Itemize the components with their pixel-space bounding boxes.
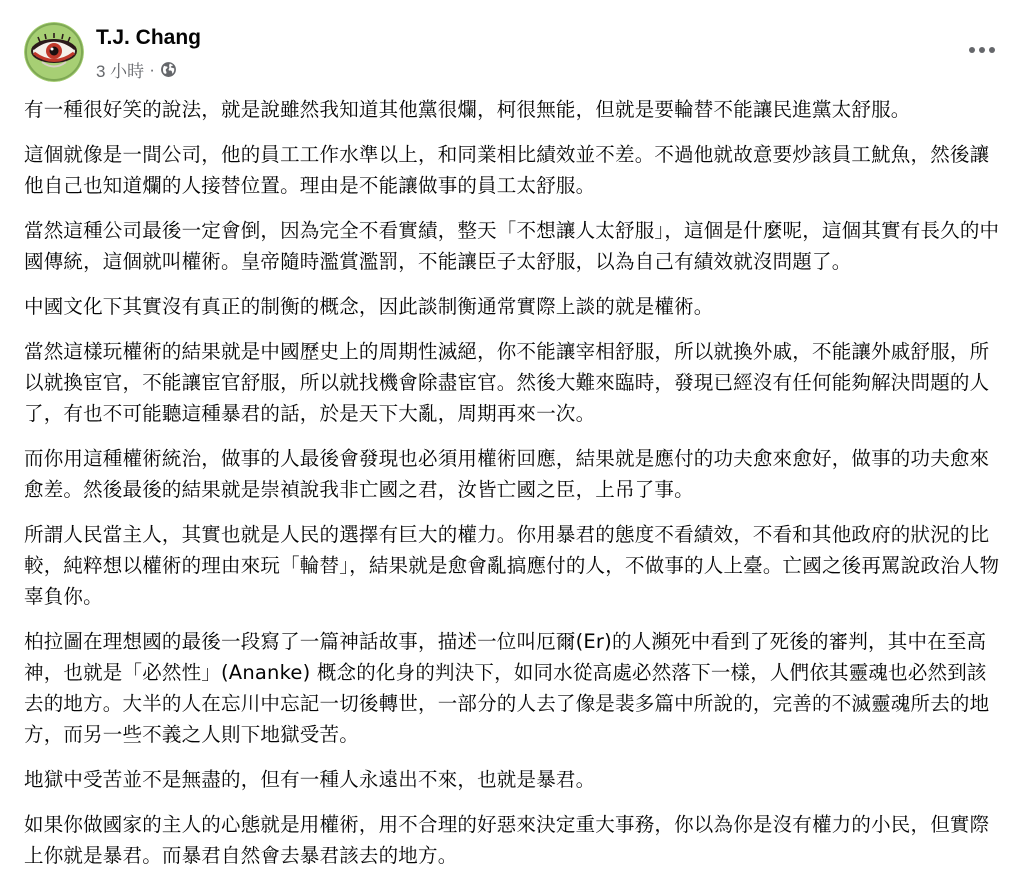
post-paragraph: 有一種很好笑的說法，就是說雖然我知道其他黨很爛，柯很無能，但就是要輪替不能讓民進黨太舒服。 — [24, 98, 911, 121]
author-name[interactable]: T.J. Chang — [96, 26, 202, 49]
post-paragraph: 當然這樣玩權術的結果就是中國歷史上的周期性滅絕，你不能讓宰相舒服，所以就換外戚，不能讓外戚舒服，所以就換宦官，不能讓宦官舒服，所以就找機會除盡宦官。然後大難來臨時，發現已經沒有任何能夠解決問題的人了，有也不可能聽這種暴君的話，於是天下大亂，周期再來一次。 — [24, 340, 990, 425]
eye-avatar-icon — [24, 22, 84, 82]
post-paragraph: 所謂人民當主人，其實也就是人民的選擇有巨大的權力。你用暴君的態度不看績效，不看和其他政府的狀況的比較，純粹想以權術的理由來玩「輪替」，結果就是愈會亂搞應付的人，不做事的人上臺。亡國之後再罵說政治人物辜負你。 — [24, 523, 1000, 608]
post-paragraph: 如果你做國家的主人的心態就是用權術，用不合理的好惡來決定重大事務，你以為你是沒有權力的小民，但實際上你就是暴君。而暴君自然會去暴君該去的地方。 — [24, 813, 990, 867]
post-body — [24, 94, 1004, 885]
post-paragraph: 柏拉圖在理想國的最後一段寫了一篇神話故事，描述一位叫厄爾(Er)的人瀕死中看到了死後的審判，其中在至高神，也就是「必然性」(Ananke) 概念的化身的判決下，如同水從高處必然落下一樣，人們依其靈魂也必然到該去的地方。大半的人在忘川中忘記一切後轉世，一部分的人去了像是裴多篇中所說的，完善的不滅靈魂所去的地方，而另一些不義之人則下地獄受苦。 — [24, 630, 990, 746]
author-avatar[interactable] — [24, 22, 84, 82]
post-meta — [96, 57, 177, 82]
post-header — [24, 22, 1004, 84]
post-paragraph: 而你用這種權術統治，做事的人最後會發現也必須用權術回應，結果就是應付的功夫愈來愈好，做事的功夫愈來愈差。然後最後的結果就是崇禎說我非亡國之君，汝皆亡國之臣，上吊了事。 — [24, 447, 990, 501]
more-options-button[interactable] — [962, 34, 1002, 66]
post-paragraph: 地獄中受苦並不是無盡的，但有一種人永遠出不來，也就是暴君。 — [24, 768, 596, 791]
post-timestamp[interactable]: 3 小時 — [96, 62, 145, 81]
post-paragraph: 這個就像是一間公司，他的員工工作水準以上，和同業相比績效並不差。不過他就故意要炒該員工魷魚，然後讓他自己也知道爛的人接替位置。理由是不能讓做事的員工太舒服。 — [24, 143, 990, 197]
post-paragraph: 當然這種公司最後一定會倒，因為完全不看實績，整天「不想讓人太舒服」，這個是什麼呢，這個其實有長久的中國傳統，這個就叫權術。皇帝隨時濫賞濫罰，不能讓臣子太舒服，以為自己有績效就沒問題了。 — [24, 219, 1000, 273]
more-horizontal-icon — [967, 46, 997, 54]
post-paragraph: 中國文化下其實沒有真正的制衡的概念，因此談制衡通常實際上談的就是權術。 — [24, 295, 714, 318]
globe-icon[interactable] — [160, 61, 177, 78]
meta-separator: · — [149, 59, 155, 79]
